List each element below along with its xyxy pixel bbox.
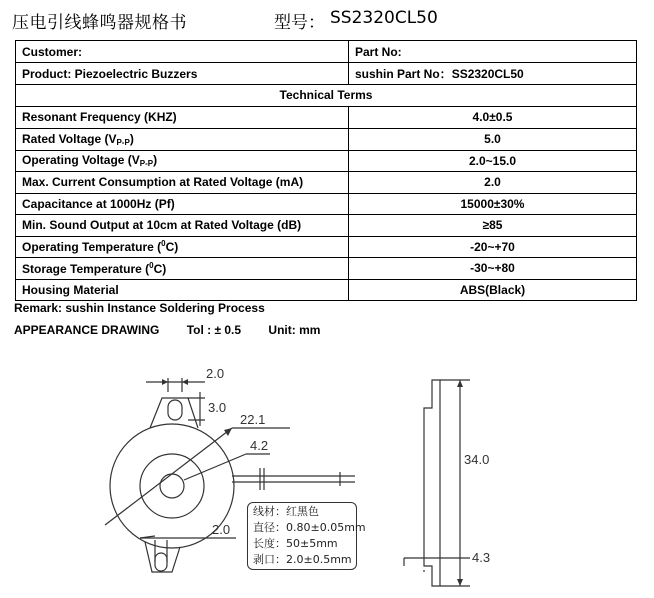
param-label: Capacitance at 1000Hz (Pf) (22, 196, 175, 211)
value-cell: ≥85 (349, 215, 637, 237)
arrow-icon (182, 379, 188, 385)
side-view-body (424, 380, 440, 586)
table-row (16, 150, 637, 172)
wire-spec-material: 线材：红黑色 (253, 505, 319, 518)
value-cell: 2.0 (349, 172, 637, 194)
buzzer-inner-ring (140, 454, 204, 518)
table-row (16, 193, 637, 215)
table-row (16, 258, 637, 280)
value-cell: 15000±30% (349, 193, 637, 215)
param-cell (16, 279, 349, 301)
value-cell: 5.0 (349, 128, 637, 150)
param-label: Operating Voltage (V (22, 153, 140, 168)
param-tail: ) (153, 153, 158, 168)
param-tail: ) (129, 131, 134, 146)
param-label: Rated Voltage (V (22, 131, 117, 146)
dim-height: 34.0 (464, 452, 490, 467)
table-section-header (16, 85, 637, 107)
table-row (16, 63, 637, 85)
param-cell (16, 106, 349, 128)
dim-diameter: 22.1 (240, 412, 266, 427)
dim-hole: 4.2 (250, 438, 269, 453)
customer-label: Customer: (16, 41, 349, 63)
param-subscript: P-P (139, 159, 154, 169)
table-row (16, 128, 637, 150)
table-row (16, 236, 637, 258)
param-superscript: 0 (161, 239, 166, 249)
table-row (16, 172, 637, 194)
wire-spec-diameter: 直径：0.80±0.05mm (253, 521, 366, 534)
bottom-tab-hole (155, 553, 167, 571)
param-cell (16, 258, 349, 280)
param-subscript: P-P (116, 137, 130, 147)
document-title: 压电引线蜂鸣器规格书 (12, 13, 187, 33)
part-no-label: Part No: (349, 41, 637, 63)
param-label: Housing Material (22, 282, 119, 297)
unit-text: Unit: mm (268, 323, 321, 337)
spec-rows (16, 106, 637, 301)
wire-spec-strip: 剥口：2.0±0.5mm (253, 553, 352, 566)
model-value: SS2320CL50 (330, 8, 438, 28)
dim-thickness: 4.3 (472, 550, 491, 565)
tolerance-text: Tol : ± 0.5 (186, 323, 242, 337)
value-cell: -30~+80 (349, 258, 637, 280)
arrow-icon (457, 380, 463, 387)
dim-tab-width: 2.0 (206, 366, 225, 381)
table-row (16, 41, 637, 63)
sushin-part-cell (349, 63, 637, 85)
param-cell (16, 150, 349, 172)
product-label: Product: Piezoelectric Buzzers (16, 63, 349, 85)
param-superscript: 0 (149, 260, 154, 270)
param-cell (16, 193, 349, 215)
bottom-mounting-tab (145, 542, 180, 572)
wire-spec-length: 长度：50±5mm (253, 537, 338, 550)
value-cell: 2.0~15.0 (349, 150, 637, 172)
arrow-icon (224, 428, 232, 436)
table-row (16, 279, 637, 301)
param-cell (16, 172, 349, 194)
table-row (16, 106, 637, 128)
sushin-part-value: SS2320CL50 (451, 67, 524, 81)
value-cell: 4.0±0.5 (349, 106, 637, 128)
param-cell (16, 236, 349, 258)
buzzer-sound-hole (160, 474, 184, 498)
section-header: Technical Terms (16, 85, 637, 107)
dim-diameter-line (105, 428, 232, 525)
param-tail: C) (165, 240, 179, 255)
param-label: Max. Current Consumption at Rated Voltage (mA) (22, 175, 304, 190)
param-label: Resonant Frequency (KHZ) (22, 110, 177, 124)
param-cell (16, 215, 349, 237)
value-cell: -20~+70 (349, 236, 637, 258)
remark-text: Remark: sushin Instance Soldering Process (14, 301, 265, 315)
sushin-part-label: sushin Part No： (355, 67, 452, 81)
arrow-icon (457, 579, 463, 586)
spec-table (15, 40, 637, 301)
table-row (16, 215, 637, 237)
arrow-icon (162, 379, 168, 385)
model-label: 型号： (274, 13, 325, 33)
top-tab-hole (168, 400, 182, 420)
wire-spec-box (247, 502, 366, 570)
param-label: Operating Temperature ( (22, 240, 162, 255)
param-tail: C) (153, 261, 167, 276)
param-label: Storage Temperature ( (22, 261, 150, 276)
value-cell: ABS(Black) (349, 279, 637, 301)
dim-bottom-tab: 2.0 (212, 522, 231, 537)
appearance-label: APPEARANCE DRAWING (14, 323, 160, 337)
param-cell (16, 128, 349, 150)
title-row (12, 6, 642, 32)
dim-tab-height: 3.0 (208, 400, 227, 415)
param-label: Min. Sound Output at 10cm at Rated Voltage (dB) (22, 218, 302, 233)
appearance-line (14, 323, 344, 337)
